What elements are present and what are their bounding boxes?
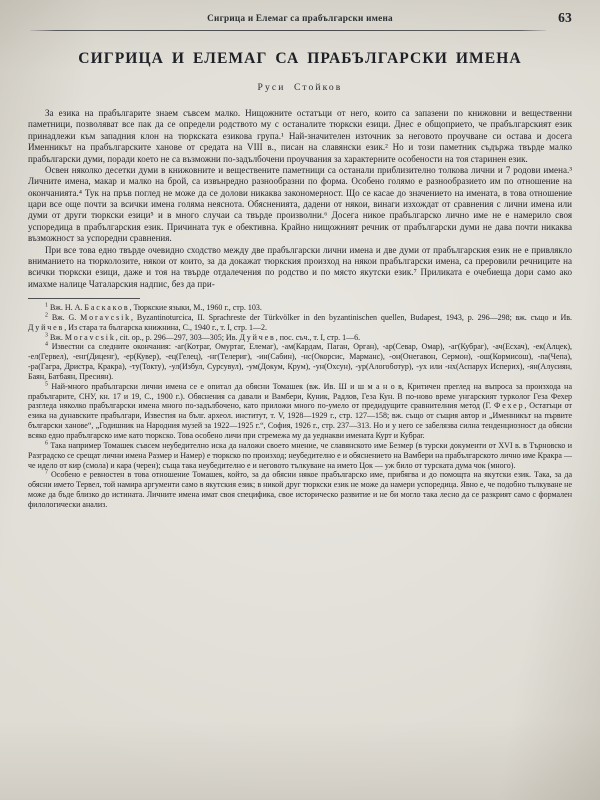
- footnote-author-name: Дуйчев: [239, 332, 276, 342]
- footnote-list: [28, 303, 572, 510]
- footnote-separator: [28, 298, 140, 299]
- footnote-marker: 7: [45, 469, 48, 476]
- footnote-text: , пос. съч., т. I, стр. 1—6.: [275, 332, 361, 342]
- footnote-text: , Byzantinoturcica, II. Sprachreste der Türkvölker in den byzantinischen quellen, Budapest, 1943, p. 296—298; вж. също и Ив.: [131, 312, 573, 322]
- footnote-author-name: Moravcsik: [80, 312, 132, 322]
- header-rule: [30, 30, 546, 31]
- footnote-marker: 6: [45, 440, 48, 447]
- running-head-title: Сигрица и Елемаг са прабългарски имена: [207, 13, 393, 23]
- author-byline: Руси Стойков: [257, 82, 343, 93]
- article-title: СИГРИЦА И ЕЛЕМАГ СА ПРАБЪЛГАРСКИ ИМЕНА: [78, 50, 522, 67]
- footnote-marker: 5: [45, 381, 48, 388]
- footnote-marker: 1: [45, 302, 48, 309]
- footnote-text: , Тюркские языки, М., 1960 г., стр. 103.: [129, 303, 262, 312]
- footnote-text: Най-много прабългарски лични имена се е опитал да обясни Томашек (вж. Ив. Ш и ш м а н о в, Критичен преглед на въпроса за произхода на прабългарите, СНУ, кн. 17 и 19, С., 1900 г.). Обяснения са давали и Вамбери, Куник, Радлов, Геза Кун. В по-ново време унгарският туркoлог Геза Фехер разгледа няколко прабългарски имена много по-задълбочено, като приложи много по-умело от предидущите сравнителния метод (Г.: [28, 381, 573, 411]
- footnote-text: , cit. op., p. 296—297, 303—305; Ив.: [115, 332, 240, 342]
- running-head: [28, 0, 572, 34]
- footnote-item: [28, 470, 572, 509]
- footnote-author-name: Moravcsik: [64, 332, 116, 342]
- footnote-text: , Остатъци от езика на дунавските прабългари, Известия на бълг. археол. институт, т. V, 1928—1929 г., стр. 127—158; вж. също от същия автор и „Именникът на първите български ханове“, „Годишник на Народния музей за 1922—1925 г.“, София, 1926 г., стр. 237—313. Но и у него се забелязва силна тенденциозност да обясни всяко едно прабългарско име като тюркско. Това особено личи при стремежа му да уеднакви имената Курт и Кубраг.: [28, 401, 573, 440]
- footnote-author-name: Баскаков: [84, 303, 130, 312]
- footnote-text: Вж. G.: [51, 312, 81, 322]
- footnote-author-name: Дуйчев: [28, 322, 65, 332]
- footnote-marker: 3: [45, 331, 48, 338]
- footnote-text: Известни са следните окончания: -аг(Котраг, Омуртаг, Елемаг), -ам(Кардам, Паган, Орган), -ар(Севар, Омар), -аг(Кубраг), -ач(Есхач), -ек(Алцек), -ел(Гервел), -енг(Диценг), -ер(Кувер), -ец(Гелец), -нг(Телериг), -ин(Сабин), -нс(Окорсис, Марманс), -он(Онегавон, Сермон), -ош(Кормисош), -па(Чепа), -ра(Гагра, Дристра, Кракра), -ту(Токту), -ул(Избул, Сурсувул), -ум(Докум, Крум), -ун(Охсун), -ур(Алогоботур), -ух или -нх(Аспарух Исперих), -ян(Алусиян, Баян, Батбаян, Пресиян).: [28, 342, 572, 381]
- footnote-item: [28, 342, 572, 381]
- body-paragraph: При все това едно твърде очевидно сходство между две прабългарски лични имена и две думи от прабългарския език не е привлякло вниманието на тюрколозите, някои от които, за да докажат тюркския произход на някои прабългарски имена, са преровили речниците на всички тюркски езици, даже и тоя на твърде отдалечения по родство и по място якутски език.⁷ Приликата е очебиеща дори само ако имахме налице Чаталарския надпис, без да при-: [28, 244, 572, 289]
- footnote-text: Особено е ревностен в това отношение Томашек, който, за да обясни някое прабългарско име, прибягва и до помощта на якутски език. Така, за да обясни името Тервел, той намира аргументи само в якутския език; в никой друг тюркски език не може да намери успоредица. Явно е, че подобно тълкуване не може да бъде близко до истината. Личните имена имат своя специфика, свое историческо развитие и не би могло така лесно да се разкрият само с формален филологически анализ.: [28, 470, 572, 509]
- footnote-text: Така например Томашек съвсем неубедително иска да наложи своето мнение, че славянското име Безмер (в турски документи от XVI в. в Търновско и Разградско се срещат лични имена Размер и Намер) е тюркско по произход; неубедително е и обяснението на Вамбери на прабългарското лично име Кракра — че идело от кир (смола) и кара (черен); съща така неубедително е и неговото тълкуване на името Цок — уж било от турската дума чок (много).: [28, 440, 573, 470]
- page-content-area: [28, 0, 572, 800]
- footnote-item: [28, 303, 572, 313]
- footnote-item: [28, 382, 572, 441]
- footnote-marker: 4: [45, 341, 48, 348]
- footnote-item: [28, 333, 572, 343]
- body-text: [28, 108, 572, 290]
- page-number: 63: [558, 10, 572, 25]
- footnote-item: [28, 441, 572, 471]
- footnote-item: [28, 313, 572, 333]
- footnote-text: Вж. Н. А.: [49, 303, 85, 312]
- body-paragraph: За езика на прабългарите знаем съвсем малко. Нищожните остатъци от него, които са запазени по книжовни и вещественни паметници, позволяват все пак да се определи родството му с останалите тюркски езици. Днес е общоприето, че прабългарският език принадлежи към западния клон на тюркската езикова група.¹ Най-значителен източник за неговото проучване си остава и досега Именникът на прабългарските ханове от средата на VIII в., писан на славянски език.² Но и този паметник съдържа твърде малко прабългарски думи, поради което не са възможни по-задълбочени проучвания за характерните особености на тоя старинен език.: [28, 108, 572, 164]
- footnote-author-name: Фехер: [494, 401, 525, 411]
- footnote-text: Вж.: [49, 332, 65, 342]
- body-paragraph: Освен няколко десетки думи в книжовните и веществените паметници са останали приблизително толкова лични и 7 родови имена.³ Личните имена, макар и малко на брой, са извънредно разнообразни по форма. Особено голямо е разнообразието им по отношение на окончанията.⁴ Тук на пръв поглед не може да се долови никаква закономерност. Що се касае до значението на имената, в това отношение цари все още почти за всички имена голяма неяснота. Обясненията, дадени от някои, винаги изхождат от сравнения с лични имена или думи от други тюркски езици⁵ и в много случаи са твърде произволни.⁶ Досега никое прабългарско лично име не е намерило своя успоредица в прабългарския език. Причината тук е обективна. Крайно нищожният речник от прабългарски думи не дава почти никаква възможност за успоредни сравнения.: [28, 164, 572, 244]
- footnote-marker: 2: [45, 312, 48, 319]
- footnote-text: , Из стара та българска книжнина, С., 1940 г., т. I, стр. 1—2.: [64, 322, 268, 332]
